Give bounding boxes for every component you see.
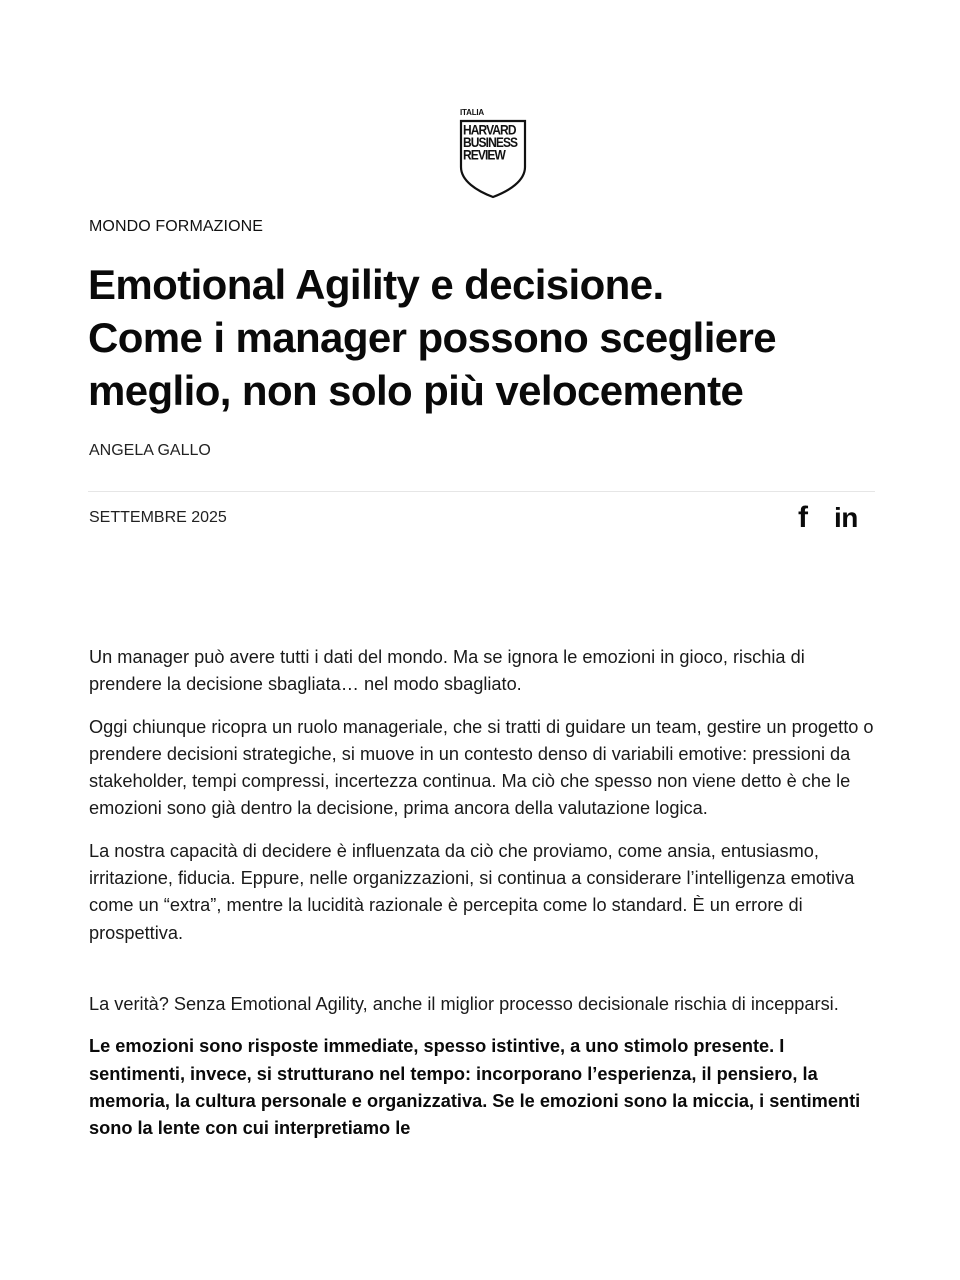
article-body	[89, 644, 879, 1157]
linkedin-icon: in	[834, 502, 858, 533]
share-facebook-button[interactable]	[798, 503, 818, 533]
bold-paragraph: Le emozioni sono risposte immediate, spesso istintive, a uno stimolo presente. I sentimenti, invece, si strutturano nel tempo: incorporano l’esperienza, il pensiero, la memoria, la cultura personale e organizzativa. Se le emozioni sono la miccia, i sentimenti sono la lente con cui interpretiamo le	[89, 1036, 861, 1139]
logo-wordmark: HARVARD BUSINESS REVIEW	[463, 121, 518, 164]
facebook-icon: f	[798, 501, 808, 534]
share-linkedin-button[interactable]	[834, 503, 858, 533]
paragraph: La verità? Senza Emotional Agility, anche il miglior processo decisionale rischia di incepparsi.	[89, 993, 839, 1014]
share-buttons	[798, 503, 858, 533]
paragraph: La nostra capacità di decidere è influenzata da ciò che proviamo, come ansia, entusiasmo, irritazione, fiducia. Eppure, nelle organizzazioni, si continua a considerare l’intelligenza emotiva come un “extra”, mentre la lucidità razionale è percepita come lo standard. È un errore di prospettiva.	[89, 840, 855, 943]
article-title: Emotional Agility e decisione. Come i manager possono scegliere meglio, non solo più velocemente	[88, 261, 777, 414]
hbr-italia-logo[interactable]	[459, 108, 529, 200]
paragraph: Oggi chiunque ricopra un ruolo manageriale, che si tratti di guidare un team, gestire un progetto o prendere decisioni strategiche, si muove in un contesto denso di variabili emotive: pressioni da stakeholder, tempi compressi, incertezza continua. Ma ciò che spesso non viene detto è che le emozioni sono già dentro la decisione, prima ancora della valutazione logica.	[89, 716, 874, 819]
article-author[interactable]: ANGELA GALLO	[89, 442, 211, 459]
article-date: SETTEMBRE 2025	[89, 509, 227, 526]
meta-divider	[88, 491, 875, 492]
logo-country: ITALIA	[460, 108, 484, 117]
paragraph: Un manager può avere tutti i dati del mondo. Ma se ignora le emozioni in gioco, rischia di prendere la decisione sbagliata… nel modo sbagliato.	[89, 647, 805, 695]
article-category[interactable]: MONDO FORMAZIONE	[89, 218, 264, 235]
